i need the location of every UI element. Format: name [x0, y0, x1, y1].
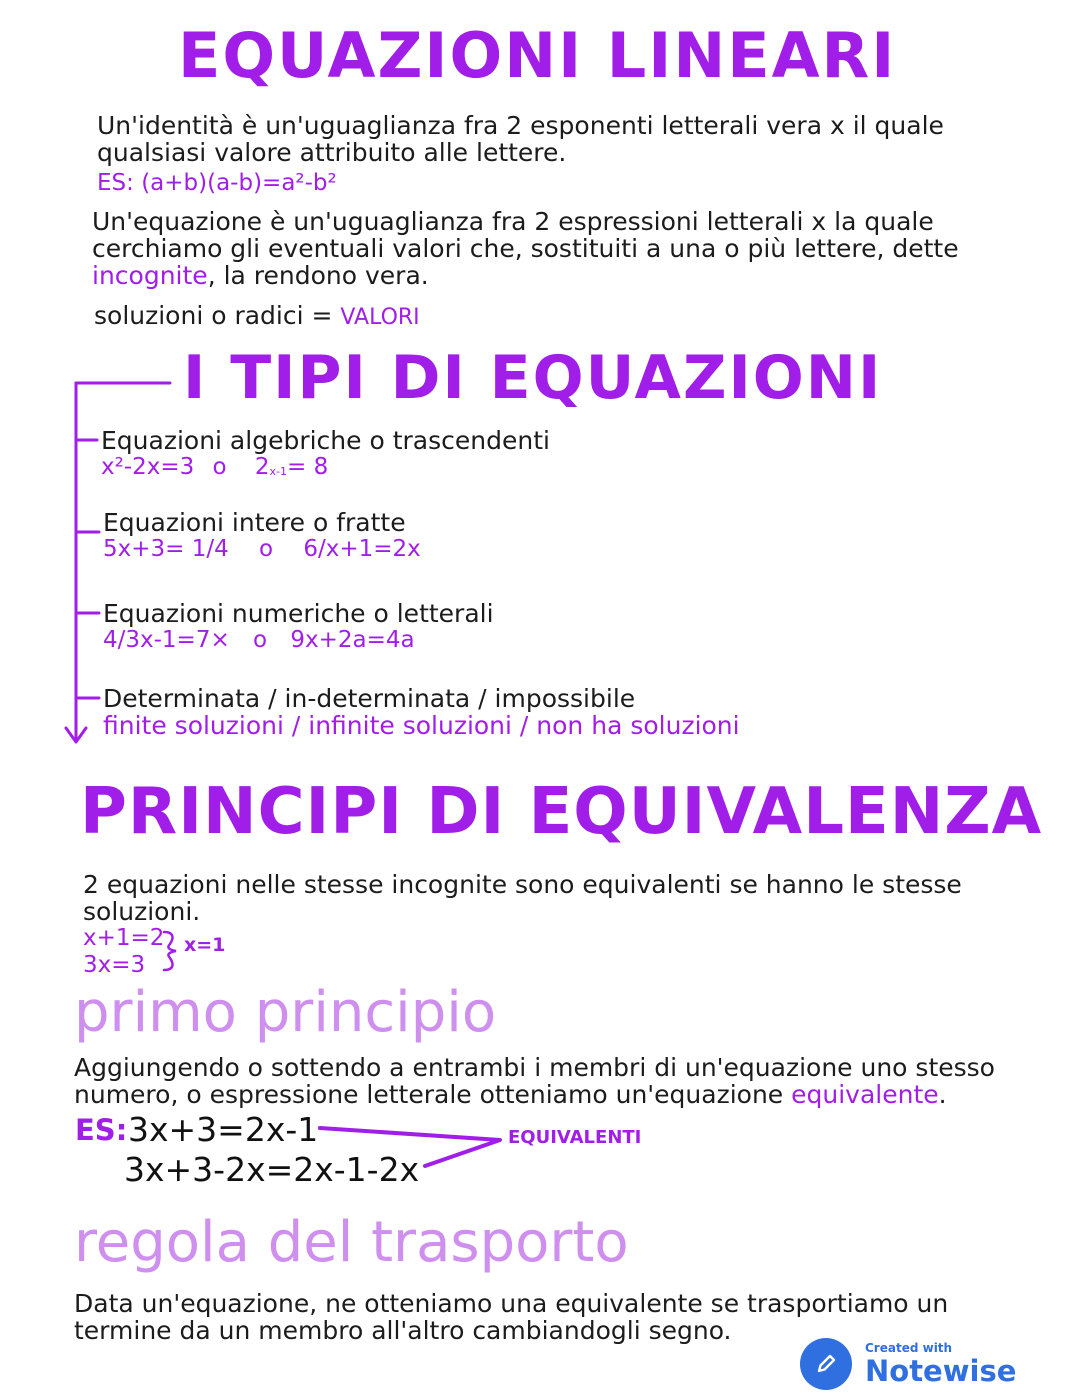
type-determinate-detail: finite soluzioni / infinite soluzioni / non ha soluzioni	[103, 711, 740, 740]
example-b: 9x+2a=4a	[290, 627, 415, 653]
solutions-value: VALORI	[340, 305, 420, 330]
first-principle-text-before: Aggiungendo o sottendo a entrambi i membri di un'equazione uno stesso numero, o espressione letterale otteniamo un'equazione	[74, 1053, 995, 1109]
separator: o	[212, 454, 227, 480]
principles-solution: x=1	[184, 934, 226, 956]
transport-text: Data un'equazione, ne otteniamo una equivalente se trasportiamo un termine da un membro all'altro cambiandogli segno.	[74, 1289, 949, 1345]
transport-heading: regola del trasporto	[74, 1210, 629, 1275]
example-a: 4/3x-1=7×	[103, 627, 230, 653]
example-b: 6/x+1=2x	[303, 536, 421, 562]
incognite-highlight: incognite	[92, 261, 208, 290]
identity-definition: Un'identità è un'uguaglianza fra 2 esponenti letterali vera x il quale qualsiasi valore attribuito alle lettere.	[97, 111, 944, 167]
notewise-badge[interactable]	[800, 1338, 1016, 1390]
type-algebraic-example	[101, 454, 328, 485]
badge-brand: Notewise	[865, 1354, 1017, 1388]
identity-example: ES: (a+b)(a-b)=a²-b²	[97, 170, 337, 196]
type-determinate-label: Determinata / in-determinata / impossibile	[103, 684, 636, 713]
example-b-base: 2	[254, 454, 270, 480]
example-line-2: 3x+3-2x=2x-1-2x	[124, 1150, 420, 1189]
curly-brace-icon	[160, 928, 184, 974]
example-line-1: 3x+3=2x-1	[128, 1110, 319, 1149]
solutions-label: soluzioni o radici =	[94, 301, 341, 330]
equation-text-after: , la rendono vera.	[207, 261, 429, 290]
equation-text-before: Un'equazione è un'uguaglianza fra 2 espressioni letterali x la quale cerchiamo gli eventuali valori che, sostituiti a una o più lettere, dette	[92, 207, 959, 263]
type-numeric-example	[103, 627, 415, 653]
first-principle-text	[74, 1054, 1024, 1108]
es-label: ES:	[75, 1113, 128, 1147]
example-a: x²-2x=3	[101, 454, 195, 480]
type-algebraic-label: Equazioni algebriche o trascendenti	[101, 426, 550, 455]
first-principle-text-after: .	[938, 1080, 947, 1109]
type-integer-label: Equazioni intere o fratte	[103, 508, 406, 537]
example-a: 5x+3= 1/4	[103, 536, 229, 562]
pencil-icon	[800, 1338, 852, 1390]
principles-eq-2: 3x=3	[83, 952, 146, 978]
principles-definition: 2 equazioni nelle stesse incognite sono equivalenti se hanno le stesse soluzioni.	[83, 870, 962, 926]
equivalente-highlight: equivalente	[791, 1080, 939, 1109]
separator: o	[253, 627, 268, 653]
first-principle-heading: primo principio	[74, 980, 497, 1045]
equivalenti-tag: EQUIVALENTI	[508, 1127, 642, 1148]
types-heading: I TIPI DI EQUAZIONI	[183, 343, 883, 413]
principles-heading: PRINCIPI DI EQUIVALENZA	[80, 775, 1043, 849]
page-title: EQUAZIONI LINEARI	[178, 19, 897, 92]
badge-created-with: Created with	[865, 1341, 953, 1355]
separator: o	[259, 536, 274, 562]
equivalenti-connector	[310, 1118, 510, 1178]
example-b-exponent: x-1	[269, 465, 288, 478]
principles-eq-1: x+1=2	[83, 925, 165, 951]
type-integer-example	[103, 536, 421, 562]
example-b-rest: = 8	[287, 454, 329, 480]
type-numeric-label: Equazioni numeriche o letterali	[103, 599, 494, 628]
